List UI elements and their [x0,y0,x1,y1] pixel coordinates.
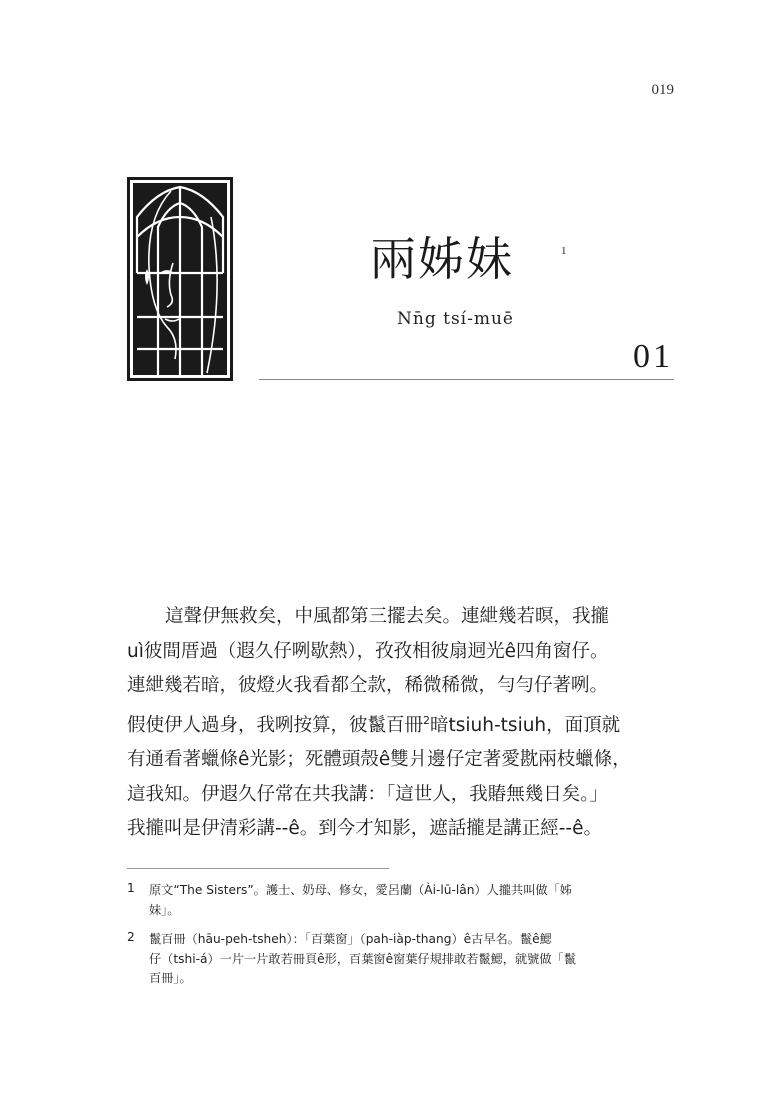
chapter-title: 兩姊妹 [370,232,514,286]
chapter-emblem-icon [127,177,233,381]
footnotes [127,881,675,999]
body-line-head: 假使伊人過身，我咧按算，彼鬣百冊 [127,714,424,736]
footnote-line: 百冊」。 [149,971,192,985]
body-line: 有通看著蠟條ê光影；死體頭殼ê雙爿邊仔定著愛㽎兩枝蠟條， [127,749,631,771]
body-paragraph [127,600,675,847]
chapter-subtitle: Nn̄g tsí-muē [397,309,514,329]
body-line-tail: 暗tsiuh-tsiuh，面頂就 [430,714,621,736]
footnote [127,930,675,989]
body-line: 我攏叫是伊清彩講--ê。到今才知影，遮話攏是講正經--ê。 [127,818,602,840]
page-number: 019 [651,82,674,98]
footnote-line: 原文“The Sisters”。護士、奶母、修女，愛呂蘭（Ài-lū-lân）人攏共叫做「姊 [149,883,572,897]
footnote-number: 2 [127,930,135,944]
body-line: 連紲幾若暗，彼燈火我看都仝款，稀微稀微，勻勻仔著咧。 [127,675,609,696]
footnote-number: 1 [127,881,135,895]
body-line: uì彼間厝過（遐久仔咧歇熱），孜孜相彼扇迵光ê四角窗仔。 [127,640,609,662]
footnote-divider [127,868,389,869]
title-divider [259,379,674,380]
chapter-number: 01 [633,338,673,375]
footnote-line: 仔（tshi-á）一片一片敢若冊頁ê形，百葉窗ê窗葉仔規排敢若鬣鰓，就號做「鬣 [149,951,576,966]
body-line: 這我知。伊遐久仔常在共我講：「這世人，我賰無幾日矣。」 [127,783,609,805]
footnote-line: 鬣百冊（hāu-peh-tsheh）：「百葉窗」（pah-iàp-thang）ê古早名。鬣ê鰓 [149,932,552,946]
footnote [127,881,675,920]
title-footnote-marker: 1 [561,245,567,257]
footnote-marker: 2 [423,713,431,727]
body-line-with-note [127,704,675,744]
body-line: 這聲伊無救矣，中風都第三擺去矣。連紲幾若暝，我攏 [165,606,610,627]
footnote-line: 妹」。 [149,902,180,917]
